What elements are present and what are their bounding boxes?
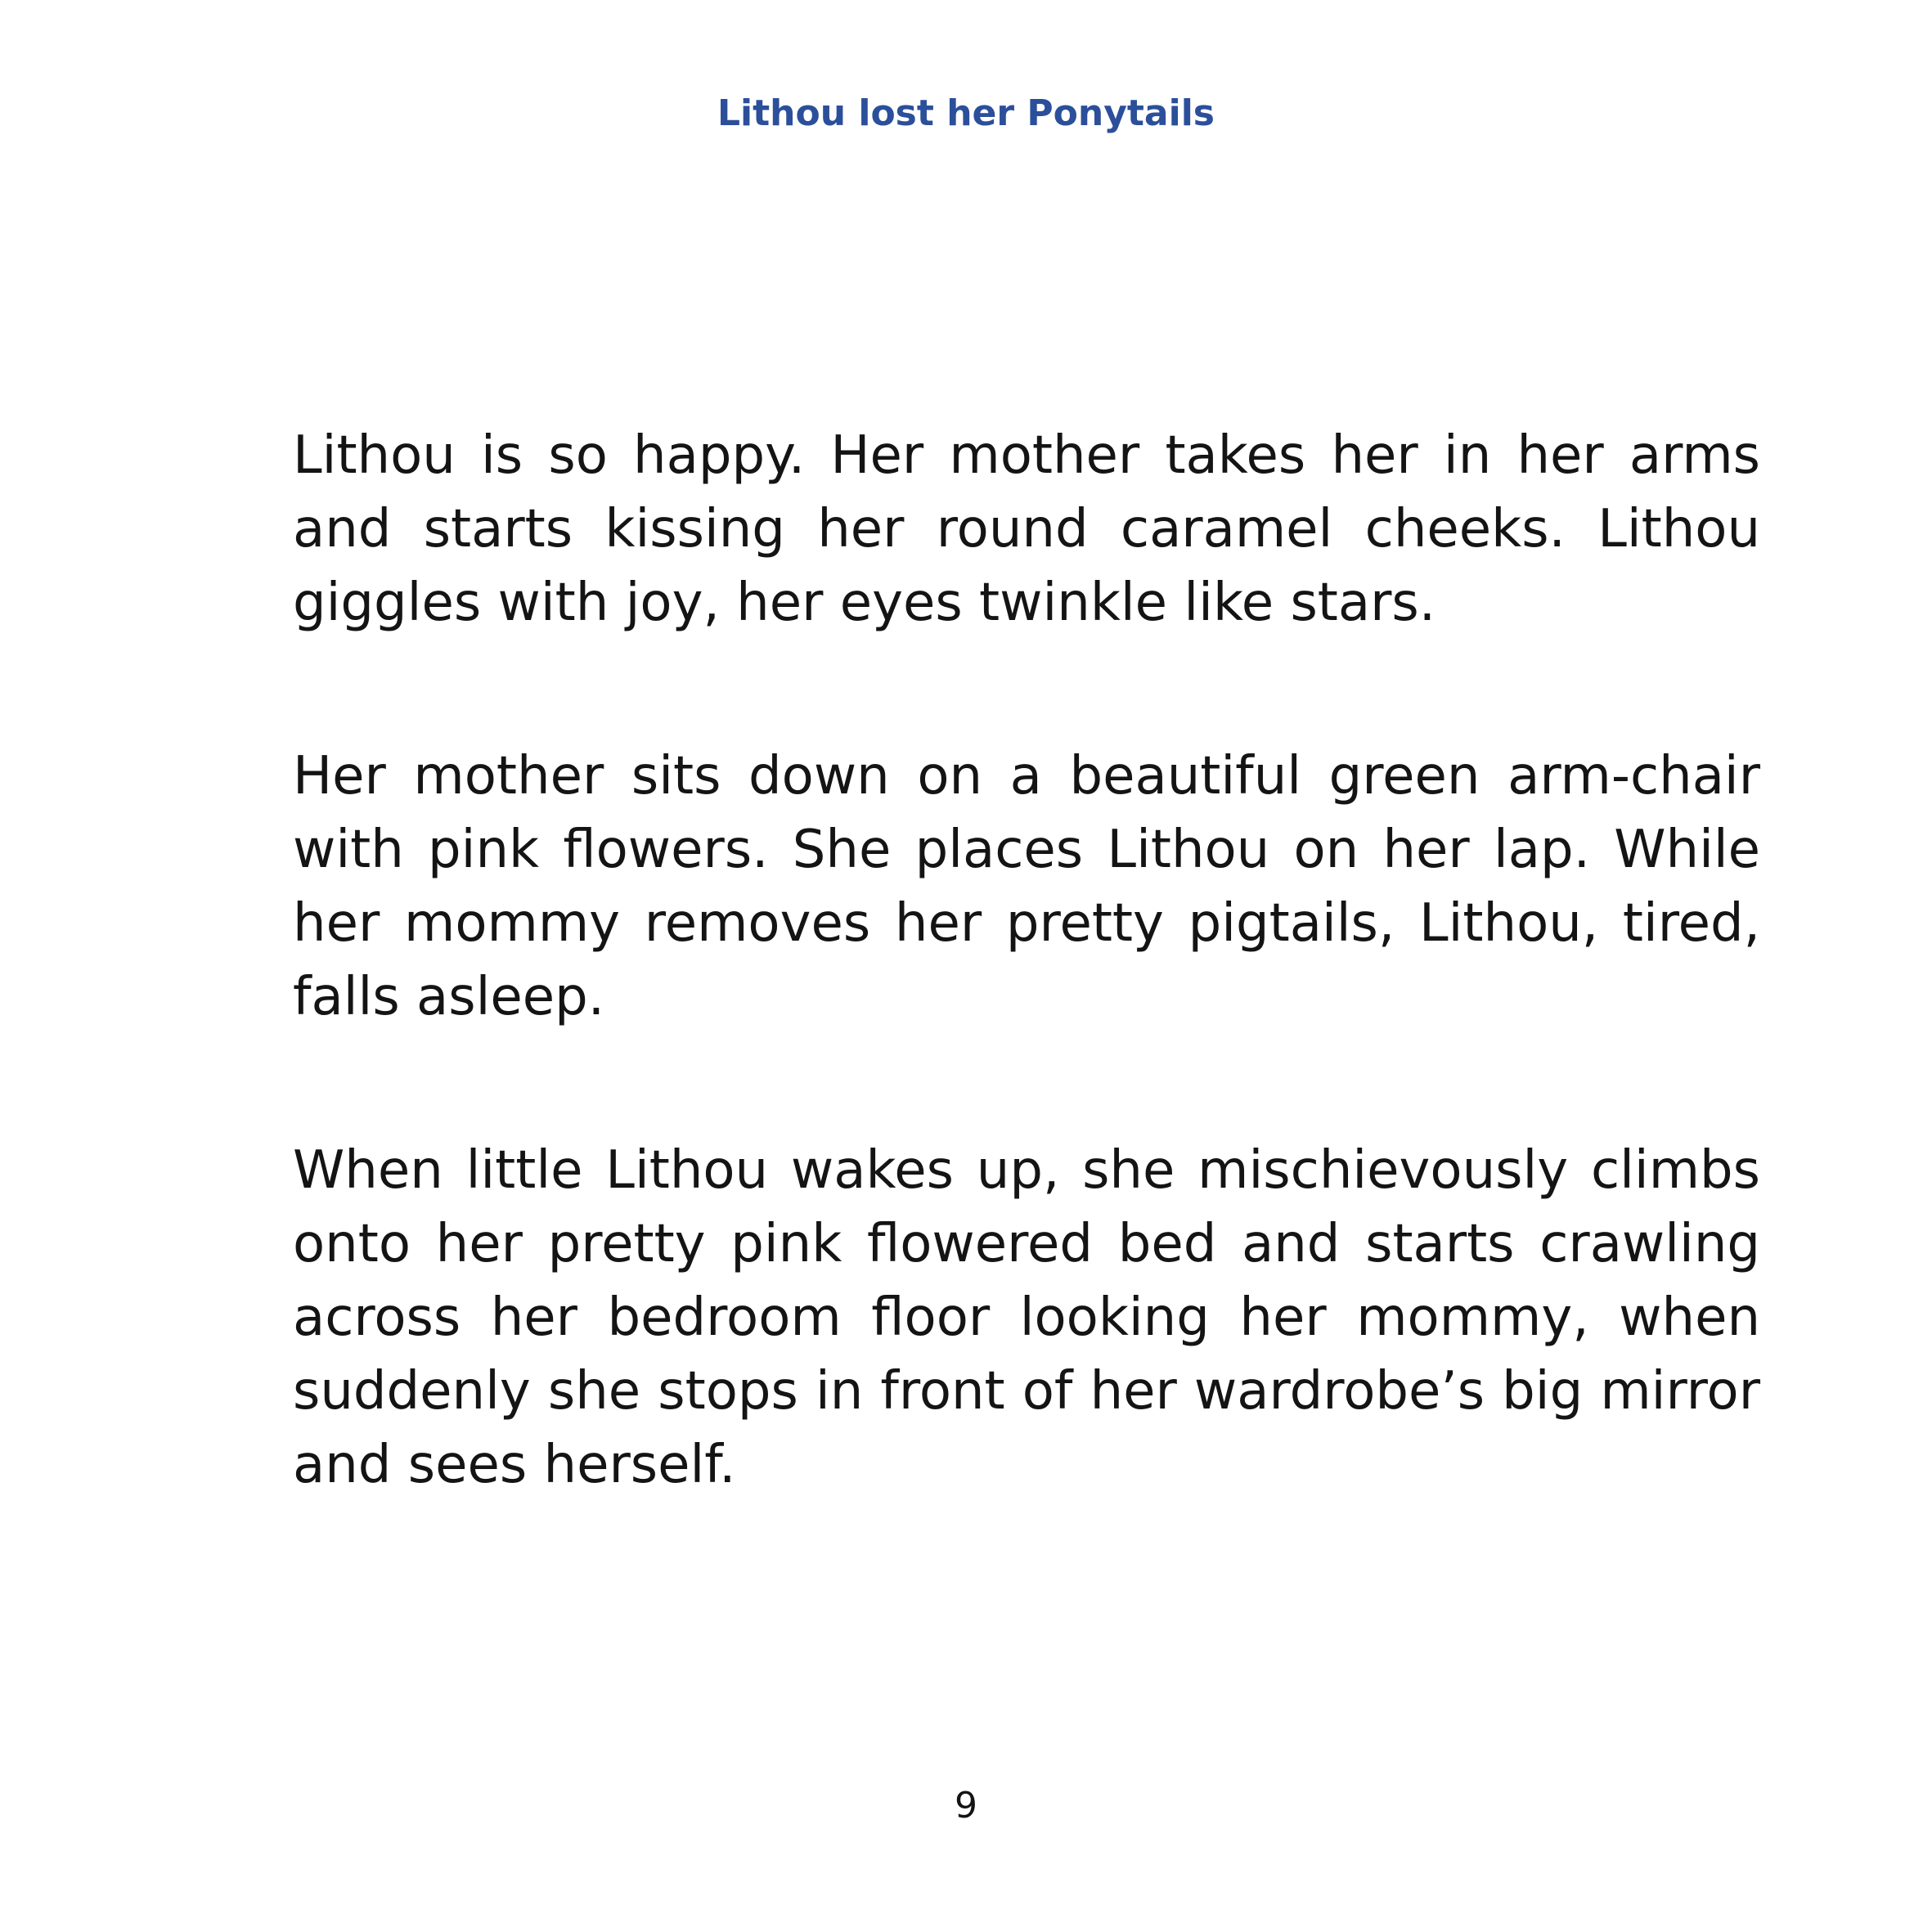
story-paragraph: Lithou is so happy. Her mother takes her in her arms and starts kissing her round caramel cheeks. Lithou giggles with joy, her eyes twinkle like stars.: [293, 425, 1760, 633]
story-paragraph: Her mother sits down on a beautiful green arm-chair with pink flowers. She places Lithou on her lap. While her mommy removes her pretty pigtails, Lithou, tired, falls asleep.: [293, 746, 1760, 1027]
story-paragraph: When little Lithou wakes up, she mischievously climbs onto her pretty pink flowered bed and starts crawling across her bedroom floor looking her mommy, when suddenly she stops in front of her wardrobe’s big mirror and sees herself.: [293, 1140, 1760, 1495]
page-number: 9: [955, 1785, 977, 1826]
story-text: [293, 419, 1760, 1502]
running-header-title: Lithou lost her Ponytails: [717, 92, 1215, 134]
